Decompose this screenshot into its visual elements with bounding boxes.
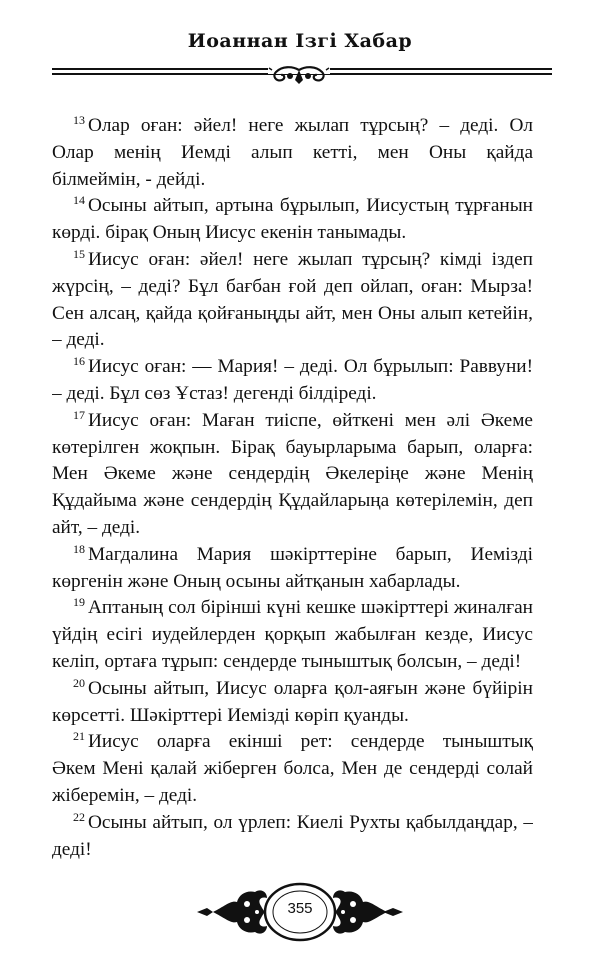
verse-line (52, 756, 533, 783)
page-number: 355 (287, 900, 313, 917)
verse-first-line (52, 354, 533, 381)
verse-line (52, 783, 533, 810)
verse-line-text: білмеймін, - дейді. (52, 168, 206, 190)
verse-line (52, 515, 533, 542)
verse-line (52, 622, 533, 649)
verse-number: 15 (73, 246, 85, 261)
verse-line (52, 649, 533, 676)
verse-number: 20 (73, 675, 85, 690)
verse-line-text: Олар оған: әйел! неге жылап тұрсың? – деді. Ол (88, 115, 533, 136)
verse-first-line (52, 247, 533, 274)
verse-line-text: Мен Әкеме және сендердің Әкелеріңе және Менің (52, 463, 533, 485)
verse-line-text: Иисус оған: әйел! неге жылап тұрсың? кімді іздеп (88, 248, 533, 270)
verse-number: 16 (73, 354, 85, 369)
verse-number: 13 (73, 113, 85, 127)
verse-line (52, 220, 533, 247)
verse-line-text: деді! (52, 838, 92, 860)
verse-number: 14 (73, 193, 85, 208)
verse-line-text: Иисус оған: Маған тиіспе, өйткені мен әлі Әкеме (88, 409, 533, 431)
verse-number: 19 (73, 595, 85, 610)
running-header-title: Иоаннан Ізгі Хабар (187, 30, 413, 52)
verse-line (52, 381, 533, 408)
verse-first-line (52, 113, 533, 140)
verse-line-text: Иисус оған: — Мария! – деді. Ол бұрылып: Раввуни! (88, 356, 533, 378)
verse-line-text: келіп, ортаға тұрып: сендерде тыныштық болсын, – деді! (52, 650, 522, 672)
verse-line (52, 703, 533, 730)
verse-first-line (52, 729, 533, 756)
verse-first-line (52, 676, 533, 703)
header-ornament-icon (268, 64, 330, 86)
verse-line (52, 488, 533, 515)
scripture-text (52, 113, 533, 863)
verse-first-line (52, 542, 533, 569)
verse-line-text: Осыны айтып, Иисус оларға қол-аяғын және бүйірін (88, 677, 533, 699)
verse-line (52, 167, 533, 194)
verse-number: 21 (73, 729, 85, 744)
verse-line-text: жіберемін, – деді. (52, 784, 198, 806)
verse-line-text: Осыны айтып, ол үрлеп: Киелі Рухты қабылдаңдар, – (88, 811, 533, 833)
verse-first-line (52, 193, 533, 220)
verse-line-text: Магдалина Мария шәкірттеріне барып, Иемізді (88, 543, 533, 565)
verse-line (52, 435, 533, 462)
verse-line-text: Аптаның сол бірінші күні кешке шәкірттері жиналған (88, 597, 533, 619)
verse-line (52, 569, 533, 596)
verse-first-line (52, 595, 533, 622)
verse-line-text: жүрсің, – деді? Бұл бағбан ғой деп ойлап, оған: Мырза! (52, 275, 533, 297)
verse-line-text: Иисус оларға екінші рет: сендерде тыныштық (88, 731, 533, 753)
verse-line (52, 461, 533, 488)
verse-line-text: Сен алсаң, қайда қойғаныңды айт, мен Оны алып кетейін, (52, 302, 533, 324)
verse-line (52, 140, 533, 167)
verse-line (52, 301, 533, 328)
verse-line-text: Олар менің Иемді алып кетті, мен Оны қайда (52, 141, 533, 163)
verse-number: 22 (73, 809, 85, 824)
page-number-ornament-icon (195, 880, 405, 944)
verse-line-text: Осыны айтып, артына бұрылып, Иисустың тұрғанын (88, 195, 533, 217)
verse-line-text: көрсетті. Шәкірттері Иемізді көріп қуанды. (52, 704, 409, 726)
verse-number: 18 (73, 541, 85, 556)
verse-line-text: – деді. (52, 329, 105, 351)
verse-line-text: Құдайыма және сендердің Құдайларыңа көтерілемін, деп (52, 490, 533, 512)
verse-line-text: көтерілген жоқпын. Бірақ бауырларыма барып, оларға: (52, 436, 533, 458)
verse-line (52, 327, 533, 354)
verse-number: 17 (73, 407, 85, 422)
verse-line (52, 837, 533, 864)
verse-line-text: көргенін және Оның осыны айтқанын хабарлады. (52, 570, 461, 592)
verse-first-line (52, 810, 533, 837)
verse-line-text: көрді. бірақ Оның Иисус екенін танымады. (52, 222, 407, 244)
verse-line-text: айт, – деді. (52, 516, 141, 538)
verse-line-text: – деді. Бұл сөз Ұстаз! дегенді білдіреді. (52, 382, 377, 404)
verse-first-line (52, 408, 533, 435)
verse-line (52, 274, 533, 301)
verse-line-text: Әкем Мені қалай жіберген болса, Мен де сендерді солай (52, 758, 533, 780)
verse-line-text: үйдің есігі иудейлерден қорқып жабылған кезде, Иисус (52, 624, 533, 646)
